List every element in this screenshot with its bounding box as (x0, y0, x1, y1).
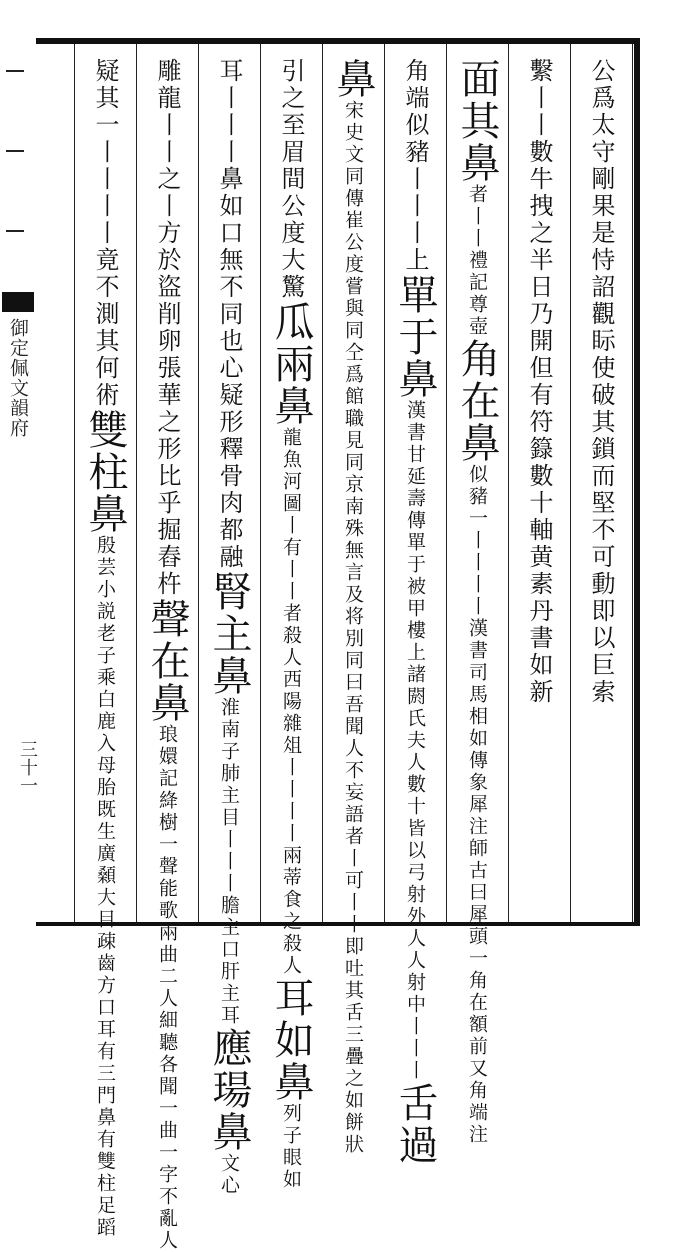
body-text: 角端似豬丨丨丨上 (401, 58, 429, 274)
annotation: 似豬一丨丨丨丨 (466, 464, 488, 618)
annotation: 禮記尊壺 (466, 250, 488, 338)
headword: 耳如鼻 (268, 977, 314, 1103)
body-text: 疑其一丨丨丨丨竟不測其何術 (91, 58, 119, 409)
text-column (392, 58, 438, 1166)
headword: 角在鼻 (454, 338, 500, 464)
headword: 應瑒鼻 (206, 1027, 252, 1153)
column-rule (198, 44, 199, 922)
column-rule (322, 44, 323, 922)
annotation: 琅嬛記絳樹一聲能歌兩曲二人細聽各聞一曲一字不亂人 (156, 724, 178, 1252)
annotation: 一角在額前又角端注 (466, 948, 488, 1146)
annotation: 宋史文同傳崔公度嘗與同仝爲館職見同京南殊無言及将別同曰吾聞人不妄語者丨可丨丨即吐其舌三疊之如餅狀 (342, 100, 364, 1156)
annotation: 龍魚河圖丨有丨丨者殺人西陽雜俎丨丨丨丨兩蒂食之殺人 (280, 427, 302, 977)
headword: 舌過 (392, 1082, 438, 1166)
edge-mark (6, 230, 24, 232)
column-rule (570, 44, 571, 922)
edge-mark (6, 150, 24, 152)
page-number: 三十一 (17, 740, 38, 794)
column-rule (446, 44, 447, 922)
headword: 聲在鼻 (144, 598, 190, 724)
text-column (454, 58, 500, 1146)
column-rule (632, 44, 633, 922)
text-column (330, 58, 376, 1156)
text-column (579, 58, 623, 908)
annotation: 者丨丨 (466, 184, 488, 250)
column-rule (384, 44, 385, 922)
headword: 雙柱鼻 (82, 409, 128, 535)
headword: 面其鼻 (454, 58, 500, 184)
annotation: 漢書甘延壽傳單于被甲樓上諸閼氏夫人數十皆以弓射外人人射中丨丨丨 (404, 400, 426, 1082)
column-rule (260, 44, 261, 922)
body-text: 引之至眉間公度大驚 (277, 58, 305, 301)
body-text: 繫丨丨數牛拽之半日乃開但有符籙數十軸黄素丹書如新 (525, 58, 553, 706)
text-column (268, 58, 314, 1191)
body-text: 耳丨丨丨鼻如口無不同也心疑形釋骨肉都融 (215, 58, 243, 571)
headword: 腎主鼻 (206, 571, 252, 697)
book-title: 御定佩文韻府 (7, 318, 29, 438)
body-text: 公爲太守剛果是恃詔觀眎使破其鎖而堅不可動即以巨索 (587, 58, 615, 706)
text-column (206, 58, 252, 1197)
annotation: 漢書司馬相如傳象犀注師古曰犀頭 (466, 618, 488, 948)
column-rule (508, 44, 509, 922)
text-column (82, 58, 128, 1239)
text-column (517, 58, 561, 908)
fishtail-mark (2, 292, 34, 312)
edge-mark (6, 70, 24, 72)
column-rule (136, 44, 137, 922)
column-rule (74, 44, 75, 922)
headword: 瓜兩鼻 (268, 301, 314, 427)
annotation: 文心 (218, 1153, 240, 1197)
body-text: 雕龍丨丨之丨方於盜削卵張華之形比乎掘舂杵 (153, 58, 181, 598)
text-column (144, 58, 190, 1252)
annotation: 淮南子肺主目丨丨丨膽主口肝主耳 (218, 697, 240, 1027)
headword: 單于鼻 (392, 274, 438, 400)
annotation: 殷芸小説老子乘白鹿入母胎既生廣顙大目疎齒方口耳有三門鼻有雙柱足蹈 (94, 535, 116, 1239)
headword: 鼻 (330, 58, 376, 100)
annotation: 列子眼如 (280, 1103, 302, 1191)
